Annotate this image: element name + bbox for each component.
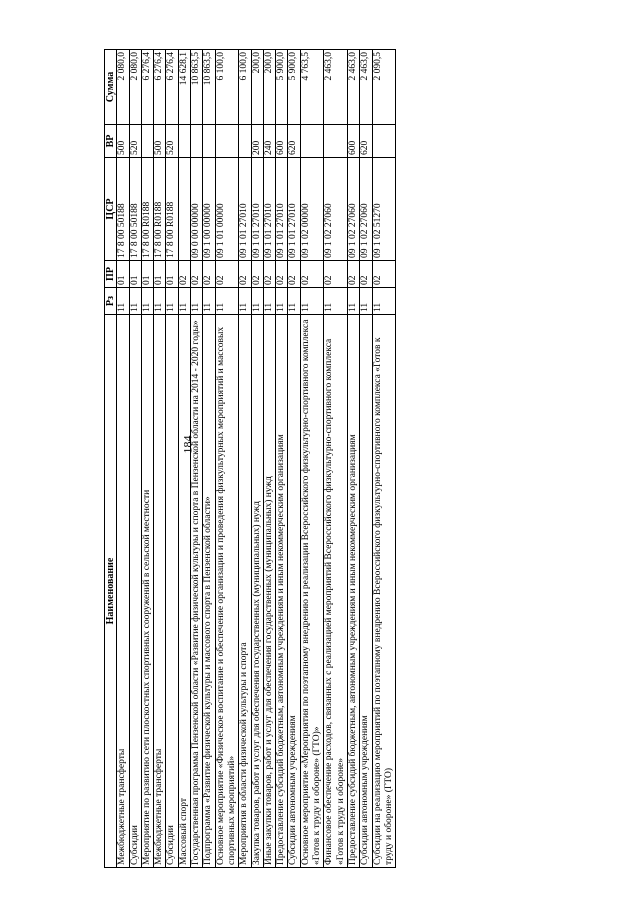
cell-sum: 4 763,5 <box>300 50 324 125</box>
cell-vr: 240 <box>263 125 275 158</box>
cell-sum: 6 100,0 <box>215 50 239 125</box>
cell-sum: 2 463,0 <box>324 50 348 125</box>
table-row <box>191 50 203 868</box>
cell-vr <box>239 125 251 158</box>
budget-table-container <box>104 50 584 868</box>
cell-rz: 11 <box>154 288 166 315</box>
cell-vr: 520 <box>166 125 178 158</box>
cell-vr: 600 <box>276 125 288 158</box>
cell-csr: 09 1 01 27010 <box>276 158 288 261</box>
cell-pr: 02 <box>263 261 275 288</box>
cell-rz: 11 <box>251 288 263 315</box>
cell-pr: 02 <box>360 261 372 288</box>
table-row <box>154 50 166 868</box>
cell-name: Субсидии <box>166 315 178 868</box>
cell-name: Мероприятие по развитию сети плоскостных спортивных сооружений в сельской местности <box>141 315 153 868</box>
cell-vr: 620 <box>288 125 300 158</box>
cell-pr: 02 <box>203 261 215 288</box>
table-row <box>166 50 178 868</box>
cell-vr: 500 <box>154 125 166 158</box>
cell-rz: 11 <box>141 288 153 315</box>
cell-sum: 6 276,4 <box>154 50 166 125</box>
header-rz: Рз <box>105 288 117 315</box>
cell-pr: 01 <box>141 261 153 288</box>
table-row <box>129 50 141 868</box>
cell-vr <box>141 125 153 158</box>
page-number: 184 <box>180 435 195 454</box>
cell-vr <box>300 125 324 158</box>
table-row <box>372 50 396 868</box>
cell-pr: 02 <box>215 261 239 288</box>
cell-sum: 2 463,0 <box>347 50 359 125</box>
cell-csr: 09 1 02 27060 <box>347 158 359 261</box>
cell-name: Мероприятия в области физической культуры и спорта <box>239 315 251 868</box>
table-row <box>276 50 288 868</box>
cell-sum: 6 276,4 <box>141 50 153 125</box>
cell-rz: 11 <box>239 288 251 315</box>
cell-pr: 02 <box>347 261 359 288</box>
table-row <box>347 50 359 868</box>
cell-name: Основное мероприятие «Мероприятия по поэтапному внедрению и реализации Всероссийского физкультурно-спортивного комплекса «Готов к труду и обороне» (ГТО)» <box>300 315 324 868</box>
cell-sum: 10 863,5 <box>203 50 215 125</box>
cell-rz: 11 <box>203 288 215 315</box>
cell-csr: 17 8 00 50188 <box>129 158 141 261</box>
header-name: Наименование <box>105 315 117 868</box>
cell-pr: 02 <box>191 261 203 288</box>
cell-rz: 11 <box>215 288 239 315</box>
cell-vr: 520 <box>129 125 141 158</box>
cell-name: Субсидии автономным учреждениям <box>288 315 300 868</box>
cell-csr <box>178 158 190 261</box>
cell-vr: 620 <box>360 125 372 158</box>
cell-csr: 17 8 00 R0188 <box>166 158 178 261</box>
cell-name: Основное мероприятие «Физическое воспитание и обеспечение организации и проведения физкультурных мероприятий и массовых спортивных мероприятий» <box>215 315 239 868</box>
header-pr: ПР <box>105 261 117 288</box>
cell-name: Предоставление субсидий бюджетным, автономным учреждениям и иным некоммерческим организациям <box>347 315 359 868</box>
cell-pr: 01 <box>166 261 178 288</box>
cell-csr: 09 1 01 27010 <box>288 158 300 261</box>
cell-vr <box>203 125 215 158</box>
cell-pr: 02 <box>276 261 288 288</box>
cell-sum: 2 463,0 <box>360 50 372 125</box>
cell-rz: 11 <box>117 288 129 315</box>
cell-vr <box>178 125 190 158</box>
cell-rz: 11 <box>360 288 372 315</box>
cell-name: Подпрограмма «Развитие физической культуры и массового спорта в Пензенской области» <box>203 315 215 868</box>
cell-pr: 02 <box>300 261 324 288</box>
cell-pr: 02 <box>372 261 396 288</box>
cell-vr: 500 <box>117 125 129 158</box>
cell-pr: 02 <box>324 261 348 288</box>
cell-vr: 200 <box>251 125 263 158</box>
cell-sum: 2 080,0 <box>129 50 141 125</box>
cell-rz: 11 <box>347 288 359 315</box>
cell-sum: 2 090,5 <box>372 50 396 125</box>
cell-sum: 2 080,0 <box>117 50 129 125</box>
cell-pr: 01 <box>129 261 141 288</box>
cell-csr: 09 0 00 00000 <box>191 158 203 261</box>
header-sum: Сумма <box>105 50 117 125</box>
table-row <box>300 50 324 868</box>
cell-name: Предоставление субсидий бюджетным, автономным учреждениям и иным некоммерческим организациям <box>276 315 288 868</box>
cell-csr: 09 1 02 00000 <box>300 158 324 261</box>
cell-rz: 11 <box>276 288 288 315</box>
table-row <box>288 50 300 868</box>
table-row <box>324 50 348 868</box>
table-row <box>178 50 190 868</box>
cell-csr: 17 8 00 R0188 <box>154 158 166 261</box>
cell-csr: 17 8 00 50188 <box>117 158 129 261</box>
cell-rz: 11 <box>288 288 300 315</box>
table-row <box>215 50 239 868</box>
cell-csr: 09 1 01 27010 <box>251 158 263 261</box>
table-row <box>263 50 275 868</box>
cell-csr: 17 8 00 R0188 <box>141 158 153 261</box>
cell-pr: 01 <box>154 261 166 288</box>
cell-name: Межбюджетные трансферты <box>117 315 129 868</box>
header-csr: ЦСР <box>105 158 117 261</box>
cell-sum: 200,0 <box>251 50 263 125</box>
cell-vr <box>324 125 348 158</box>
cell-rz: 11 <box>178 288 190 315</box>
cell-csr: 09 1 01 27010 <box>239 158 251 261</box>
cell-pr: 02 <box>251 261 263 288</box>
budget-table <box>104 49 396 868</box>
cell-rz: 11 <box>191 288 203 315</box>
cell-pr: 01 <box>117 261 129 288</box>
cell-csr: 09 1 01 00000 <box>215 158 239 261</box>
cell-csr: 09 1 02 27060 <box>324 158 348 261</box>
table-row <box>251 50 263 868</box>
cell-rz: 11 <box>324 288 348 315</box>
cell-rz: 11 <box>129 288 141 315</box>
header-vr: ВР <box>105 125 117 158</box>
cell-name: Межбюджетные трансферты <box>154 315 166 868</box>
cell-sum: 200,0 <box>263 50 275 125</box>
cell-vr <box>191 125 203 158</box>
cell-vr <box>215 125 239 158</box>
cell-pr: 02 <box>288 261 300 288</box>
table-row <box>239 50 251 868</box>
cell-name: Финансовое обеспечение расходов, связанных с реализацией мероприятий Всероссийского физкультурно-спортивного комплекса «Готов к труду и обороне» <box>324 315 348 868</box>
cell-csr: 09 1 01 27010 <box>263 158 275 261</box>
cell-csr: 09 1 02 27060 <box>360 158 372 261</box>
cell-name: Субсидии <box>129 315 141 868</box>
cell-name: Иные закупки товаров, работ и услуг для обеспечения государственных (муниципальных) нужд <box>263 315 275 868</box>
table-row <box>360 50 372 868</box>
cell-name: Субсидии автономным учреждениям <box>360 315 372 868</box>
cell-pr: 02 <box>239 261 251 288</box>
table-row <box>203 50 215 868</box>
cell-rz: 11 <box>372 288 396 315</box>
cell-csr: 09 1 00 00000 <box>203 158 215 261</box>
cell-sum: 10 863,5 <box>191 50 203 125</box>
table-row <box>117 50 129 868</box>
cell-sum: 5 900,0 <box>276 50 288 125</box>
cell-name: Субсидии на реализацию мероприятий по поэтапному внедрению Всероссийского физкультурно-спортивного комплекса «Готов к труду и обороне» (ГТО) <box>372 315 396 868</box>
cell-name: Государственная программа Пензенской области «Развитие физической культуры и спорта в Пензенской области на 2014 - 2020 годы» <box>191 315 203 868</box>
cell-csr: 09 1 02 51270 <box>372 158 396 261</box>
cell-vr <box>372 125 396 158</box>
cell-rz: 11 <box>263 288 275 315</box>
cell-vr: 600 <box>347 125 359 158</box>
cell-sum: 5 900,0 <box>288 50 300 125</box>
cell-name: Закупка товаров, работ и услуг для обеспечения государственных (муниципальных) нужд <box>251 315 263 868</box>
cell-rz: 11 <box>300 288 324 315</box>
table-header-row <box>105 50 117 868</box>
cell-sum: 14 628,1 <box>178 50 190 125</box>
cell-sum: 6 100,0 <box>239 50 251 125</box>
cell-name: Массовый спорт <box>178 315 190 868</box>
table-row <box>141 50 153 868</box>
cell-rz: 11 <box>166 288 178 315</box>
cell-sum: 6 276,4 <box>166 50 178 125</box>
cell-pr: 02 <box>178 261 190 288</box>
